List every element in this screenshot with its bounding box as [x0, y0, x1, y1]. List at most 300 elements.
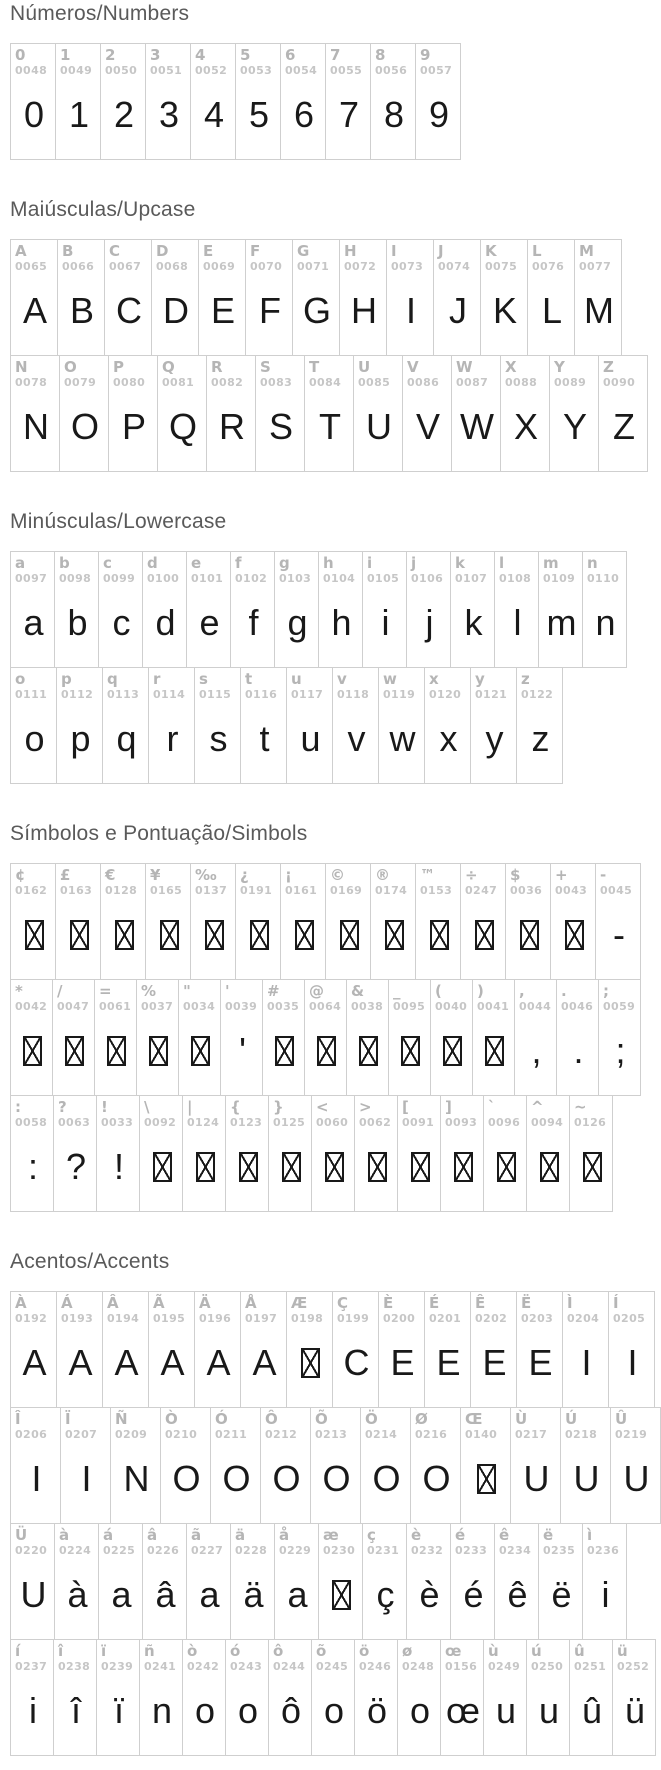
char-code: 0103: [279, 572, 312, 585]
char-code: 0119: [383, 688, 416, 701]
char-row: [10, 43, 661, 160]
char-glyph: s: [209, 717, 228, 759]
char-glyph: A: [114, 1341, 139, 1383]
glyph-area: [57, 1013, 92, 1088]
char-code: 0209: [115, 1428, 148, 1441]
glyph-area: [337, 1325, 376, 1400]
char-code: 0228: [235, 1544, 268, 1557]
char-cell: [10, 979, 53, 1096]
char-label: œ: [445, 1642, 462, 1660]
glyph-area: [309, 389, 351, 464]
char-label: ô: [273, 1642, 284, 1660]
glyph-area: [285, 77, 323, 152]
char-code: 0217: [515, 1428, 548, 1441]
glyph-area: [15, 1129, 51, 1204]
section-title: Minúsculas/Lowercase: [10, 510, 227, 533]
glyph-area: [215, 1441, 258, 1516]
char-cell: [280, 863, 326, 980]
char-glyph: 5: [248, 93, 270, 135]
missing-glyph-box-icon: [401, 1036, 420, 1066]
glyph-area: [60, 77, 98, 152]
char-cell: [274, 551, 319, 668]
missing-glyph-box-icon: [115, 920, 134, 950]
char-label: ò: [187, 1642, 198, 1660]
char-glyph: M: [584, 289, 614, 331]
glyph-area: [235, 1557, 272, 1632]
glyph-area: [315, 1441, 358, 1516]
char-code: 0058: [15, 1116, 48, 1129]
char-label: l: [499, 554, 505, 572]
char-label: S: [260, 358, 271, 376]
missing-glyph-box-icon: [65, 1036, 84, 1066]
char-glyph: A: [22, 1341, 47, 1383]
glyph-area: [359, 1129, 395, 1204]
char-code: 0083: [260, 376, 293, 389]
glyph-area: [199, 1325, 238, 1400]
char-glyph: U: [623, 1457, 650, 1499]
char-cell: [142, 1523, 187, 1640]
glyph-area: [15, 1673, 51, 1748]
char-cell: [430, 979, 473, 1096]
char-cell: [139, 1639, 183, 1756]
char-label: ì: [587, 1526, 593, 1544]
char-label: ö: [359, 1642, 370, 1660]
char-code: 0112: [61, 688, 94, 701]
char-glyph: A: [22, 289, 47, 331]
missing-glyph-box-icon: [340, 920, 359, 950]
missing-glyph-box-icon: [443, 1036, 462, 1066]
char-glyph: O: [272, 1457, 301, 1499]
char-code: 0203: [521, 1312, 554, 1325]
char-label: Q: [162, 358, 175, 376]
char-label: Ñ: [115, 1410, 128, 1428]
char-cell: [60, 1407, 111, 1524]
char-label: ]: [445, 1098, 452, 1116]
char-label: `: [488, 1098, 496, 1116]
char-label: ø: [402, 1642, 413, 1660]
char-row: [10, 1523, 661, 1640]
char-glyph: A: [160, 1341, 185, 1383]
char-glyph: 2: [113, 93, 135, 135]
char-glyph: B: [69, 289, 94, 331]
char-code: 0108: [499, 572, 532, 585]
char-glyph: u: [300, 717, 321, 759]
char-label: d: [147, 554, 158, 572]
char-cell: [556, 979, 599, 1096]
glyph-area: [477, 1013, 512, 1088]
char-cell: [286, 667, 333, 784]
char-label: Î: [15, 1410, 21, 1428]
char-code: 0078: [15, 376, 48, 389]
char-label: ¥: [150, 866, 161, 884]
char-cell: [378, 1291, 425, 1408]
glyph-area: [531, 1129, 567, 1204]
char-cell: [311, 1095, 355, 1212]
char-cell: [178, 979, 221, 1096]
char-glyph: î: [70, 1689, 81, 1731]
glyph-area: [565, 1441, 608, 1516]
missing-glyph-box-icon: [153, 1152, 172, 1182]
char-glyph: a: [199, 1573, 220, 1615]
char-label: Ì: [567, 1294, 573, 1312]
glyph-area: [521, 701, 560, 776]
char-label: u: [291, 670, 302, 688]
missing-glyph-box-icon: [196, 1152, 215, 1182]
char-cell: [10, 1407, 61, 1524]
char-code: 0213: [315, 1428, 348, 1441]
char-label: ‰: [195, 866, 217, 884]
char-label: Œ: [465, 1410, 483, 1428]
char-cell: [325, 863, 371, 980]
glyph-area: [383, 701, 422, 776]
glyph-area: [15, 273, 55, 348]
char-label: æ: [323, 1526, 339, 1544]
glyph-area: [330, 897, 368, 972]
glyph-area: [211, 389, 253, 464]
glyph-area: [105, 77, 143, 152]
char-cell: [538, 1523, 583, 1640]
char-code: 0122: [521, 688, 554, 701]
char-label: X: [505, 358, 517, 376]
char-cell: [514, 979, 557, 1096]
char-glyph: D: [163, 289, 189, 331]
glyph-area: [191, 1557, 228, 1632]
char-code: 0153: [420, 884, 453, 897]
char-cell: [182, 1639, 226, 1756]
char-grid: [10, 43, 661, 160]
char-code: 0039: [225, 1000, 258, 1013]
char-label: ¢: [15, 866, 26, 884]
char-label: B: [62, 242, 74, 260]
char-code: 0202: [475, 1312, 508, 1325]
char-label: ÷: [465, 866, 478, 884]
char-code: 0088: [505, 376, 538, 389]
char-label: U: [358, 358, 371, 376]
glyph-area: [15, 897, 53, 972]
section-symbols: [10, 822, 661, 1212]
glyph-area: [60, 897, 98, 972]
char-glyph: U: [20, 1573, 47, 1615]
char-cell: [494, 551, 539, 668]
char-label: Ë: [521, 1294, 532, 1312]
glyph-area: [113, 389, 155, 464]
glyph-area: [555, 897, 593, 972]
char-glyph: o: [323, 1689, 345, 1731]
glyph-area: [103, 1557, 140, 1632]
char-code: 0238: [58, 1660, 91, 1673]
char-cell: [527, 239, 575, 356]
glyph-area: [240, 897, 278, 972]
char-cell: [402, 355, 452, 472]
char-code: 0248: [402, 1660, 435, 1673]
char-cell: [608, 1291, 655, 1408]
char-code: 0034: [183, 1000, 216, 1013]
char-glyph: 4: [203, 93, 225, 135]
char-cell: [160, 1407, 211, 1524]
char-label: ü: [617, 1642, 628, 1660]
char-glyph: ?: [65, 1145, 87, 1187]
missing-glyph-box-icon: [565, 920, 584, 950]
char-glyph: g: [287, 601, 308, 643]
char-cell: [210, 1407, 261, 1524]
char-glyph: I: [31, 1457, 42, 1499]
glyph-area: [265, 1441, 308, 1516]
glyph-area: [574, 1673, 610, 1748]
char-glyph: â: [155, 1573, 176, 1615]
char-code: 0093: [445, 1116, 478, 1129]
char-label: 9: [420, 46, 431, 64]
char-label: Á: [61, 1294, 73, 1312]
char-code: 0087: [456, 376, 489, 389]
char-cell: [108, 355, 158, 472]
char-label: Æ: [291, 1294, 308, 1312]
char-glyph: I: [81, 1457, 92, 1499]
char-code: 0097: [15, 572, 48, 585]
char-cell: [57, 239, 105, 356]
char-cell: [186, 551, 231, 668]
glyph-area: [445, 1673, 481, 1748]
char-code: 0111: [15, 688, 48, 701]
char-code: 0247: [465, 884, 498, 897]
glyph-area: [567, 1325, 606, 1400]
char-label: Z: [603, 358, 614, 376]
char-code: 0114: [153, 688, 186, 701]
char-code: 0231: [367, 1544, 400, 1557]
char-code: 0234: [499, 1544, 532, 1557]
missing-glyph-box-icon: [160, 920, 179, 950]
char-code: 0237: [15, 1660, 48, 1673]
glyph-area: [429, 1325, 468, 1400]
char-cell: [10, 43, 56, 160]
char-cell: [415, 43, 461, 160]
char-cell: [100, 863, 146, 980]
glyph-area: [230, 1129, 266, 1204]
char-code: 0099: [103, 572, 136, 585]
char-cell: [245, 239, 293, 356]
glyph-area: [600, 897, 638, 972]
char-code: 0205: [613, 1312, 646, 1325]
glyph-area: [187, 1129, 223, 1204]
char-code: 0079: [64, 376, 97, 389]
char-glyph: E: [390, 1341, 415, 1383]
char-code: 0165: [150, 884, 183, 897]
char-glyph: R: [219, 405, 245, 447]
char-cell: [310, 1407, 361, 1524]
char-cell: [370, 863, 416, 980]
char-glyph: E: [210, 289, 235, 331]
char-cell: [362, 1523, 407, 1640]
font-character-map-page: [10, 2, 661, 1756]
glyph-area: [337, 701, 376, 776]
char-cell: [10, 551, 55, 668]
glyph-area: [402, 1129, 438, 1204]
char-cell: [460, 1407, 511, 1524]
char-glyph: 3: [158, 93, 180, 135]
char-code: 0073: [391, 260, 424, 273]
char-cell: [598, 979, 641, 1096]
section-lowercase: [10, 510, 661, 784]
char-code: 0049: [60, 64, 93, 77]
char-code: 0037: [141, 1000, 174, 1013]
missing-glyph-box-icon: [239, 1152, 258, 1182]
char-label: _: [393, 982, 401, 1000]
char-cell: [450, 551, 495, 668]
glyph-area: [187, 1673, 223, 1748]
char-label: Ü: [15, 1526, 28, 1544]
char-code: 0101: [191, 572, 224, 585]
char-label: ): [477, 982, 484, 1000]
char-code: 0046: [561, 1000, 594, 1013]
char-code: 0200: [383, 1312, 416, 1325]
char-label: I: [391, 242, 397, 260]
char-code: 0080: [113, 376, 146, 389]
glyph-area: [15, 389, 57, 464]
char-cell: [440, 1639, 484, 1756]
char-cell: [198, 239, 246, 356]
char-code: 0137: [195, 884, 228, 897]
char-code: 0061: [99, 1000, 132, 1013]
char-label: Õ: [315, 1410, 328, 1428]
char-cell: [225, 1639, 269, 1756]
char-code: 0126: [574, 1116, 607, 1129]
char-glyph: N: [123, 1457, 150, 1499]
section-title: Maiúsculas/Upcase: [10, 198, 196, 221]
char-label: v: [337, 670, 347, 688]
glyph-area: [144, 1129, 180, 1204]
glyph-area: [543, 1557, 580, 1632]
char-label: Ó: [215, 1410, 228, 1428]
char-label: c: [103, 554, 112, 572]
char-label: O: [64, 358, 77, 376]
char-cell: [610, 1407, 661, 1524]
char-code: 0063: [58, 1116, 91, 1129]
glyph-area: [291, 1325, 330, 1400]
char-label: h: [323, 554, 334, 572]
glyph-area: [391, 273, 431, 348]
char-glyph: ö: [366, 1689, 388, 1731]
glyph-area: [420, 77, 458, 152]
char-label: ~: [574, 1098, 587, 1116]
glyph-area: [344, 273, 384, 348]
char-label: Ú: [565, 1410, 578, 1428]
char-code: 0201: [429, 1312, 462, 1325]
char-glyph: ,: [531, 1029, 542, 1071]
char-code: 0092: [144, 1116, 177, 1129]
glyph-area: [561, 1013, 596, 1088]
char-label: 4: [195, 46, 206, 64]
char-label: á: [103, 1526, 114, 1544]
char-cell: [194, 667, 241, 784]
glyph-area: [144, 1673, 180, 1748]
char-label: 1: [60, 46, 71, 64]
char-code: 0161: [285, 884, 318, 897]
glyph-area: [615, 1441, 658, 1516]
section-accents: [10, 1250, 661, 1756]
char-glyph: m: [546, 601, 577, 643]
char-glyph: o: [409, 1689, 431, 1731]
char-code: 0224: [59, 1544, 92, 1557]
char-label: ó: [230, 1642, 241, 1660]
char-code: 0225: [103, 1544, 136, 1557]
char-label: M: [579, 242, 594, 260]
char-cell: [304, 355, 354, 472]
char-code: 0206: [15, 1428, 48, 1441]
char-glyph: 6: [293, 93, 315, 135]
char-cell: [354, 1639, 398, 1756]
glyph-area: [330, 77, 368, 152]
char-label: ?: [58, 1098, 67, 1116]
char-code: 0211: [215, 1428, 248, 1441]
char-code: 0192: [15, 1312, 48, 1325]
char-label: t: [245, 670, 253, 688]
char-cell: [500, 355, 550, 472]
glyph-area: [15, 77, 53, 152]
char-cell: [516, 1291, 563, 1408]
char-code: 0067: [109, 260, 142, 273]
char-cell: [598, 355, 648, 472]
char-glyph: n: [151, 1689, 173, 1731]
char-label: (: [435, 982, 442, 1000]
char-label: ã: [191, 1526, 202, 1544]
char-glyph: S: [268, 405, 293, 447]
char-cell: [406, 1523, 451, 1640]
char-cell: [582, 1523, 627, 1640]
char-label: õ: [316, 1642, 327, 1660]
char-cell: [386, 239, 434, 356]
glyph-area: [107, 701, 146, 776]
glyph-area: [375, 897, 413, 972]
char-glyph: Q: [168, 405, 197, 447]
glyph-area: [203, 273, 243, 348]
char-code: 0117: [291, 688, 324, 701]
char-label: Ö: [365, 1410, 378, 1428]
glyph-area: [554, 389, 596, 464]
char-glyph: d: [155, 601, 176, 643]
char-glyph: a: [111, 1573, 132, 1615]
char-cell: [362, 551, 407, 668]
glyph-area: [519, 1013, 554, 1088]
char-code: 0124: [187, 1116, 220, 1129]
char-glyph: u: [538, 1689, 560, 1731]
glyph-area: [485, 273, 525, 348]
char-code: 0059: [603, 1000, 636, 1013]
char-glyph: œ: [446, 1689, 480, 1731]
char-code: 0081: [162, 376, 195, 389]
char-code: 0128: [105, 884, 138, 897]
char-label: R: [211, 358, 223, 376]
char-glyph: G: [302, 289, 331, 331]
char-glyph: z: [531, 717, 550, 759]
char-cell: [145, 863, 191, 980]
glyph-area: [279, 585, 316, 660]
glyph-area: [316, 1673, 352, 1748]
glyph-area: [267, 1013, 302, 1088]
char-cell: [483, 1639, 527, 1756]
char-glyph: 9: [428, 93, 450, 135]
glyph-area: [402, 1673, 438, 1748]
glyph-area: [411, 1557, 448, 1632]
char-glyph: u: [495, 1689, 517, 1731]
char-glyph: l: [513, 601, 522, 643]
char-cell: [460, 863, 506, 980]
char-label: À: [15, 1294, 27, 1312]
glyph-area: [260, 389, 302, 464]
char-code: 0090: [603, 376, 636, 389]
char-label: m: [543, 554, 559, 572]
char-code: 0084: [309, 376, 342, 389]
char-label: b: [59, 554, 70, 572]
char-label: ;: [603, 982, 609, 1000]
